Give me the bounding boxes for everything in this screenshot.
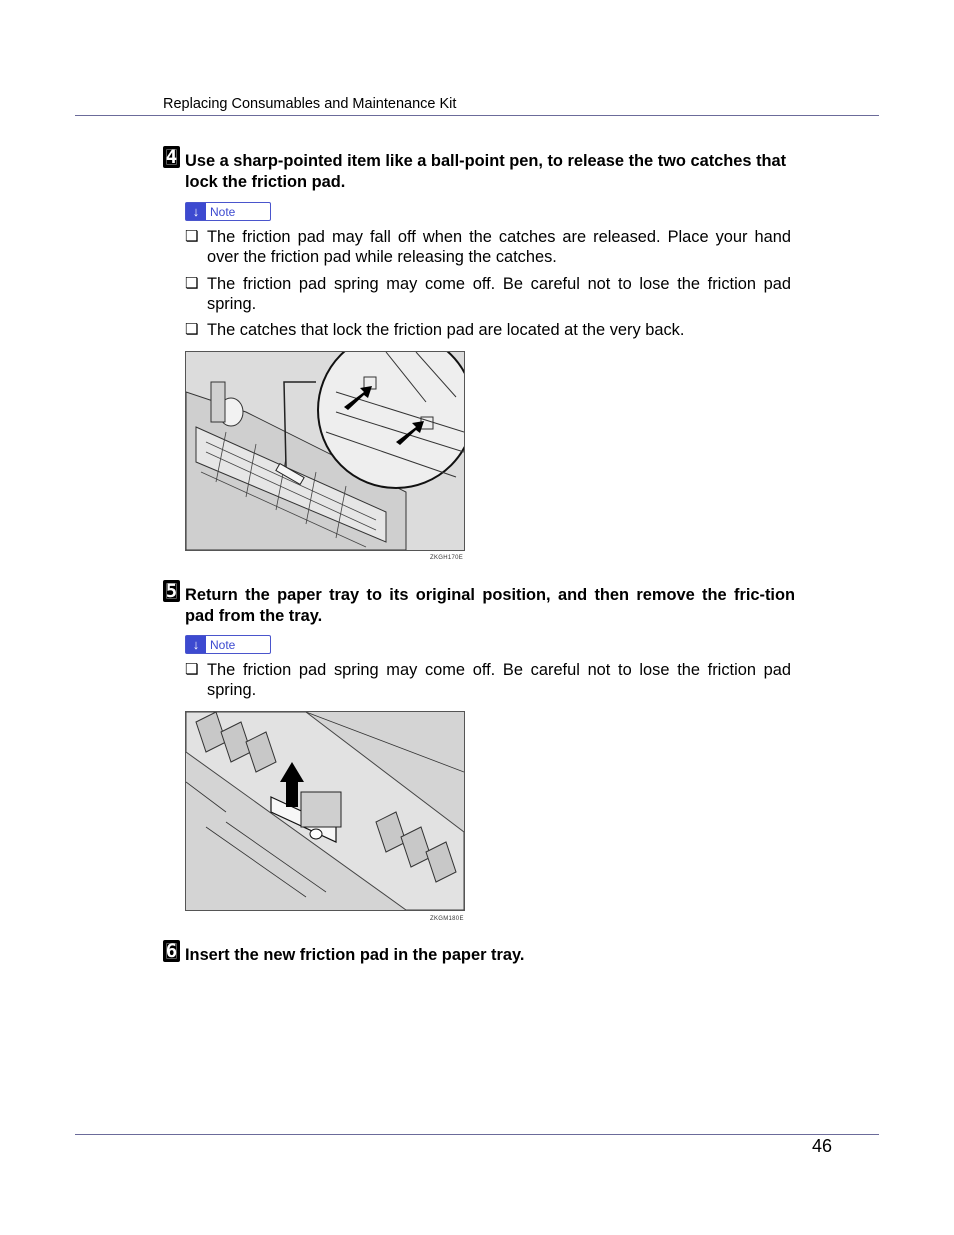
header-rule bbox=[75, 115, 879, 116]
running-header: Replacing Consumables and Maintenance Kit bbox=[163, 96, 457, 112]
figure-release-catches bbox=[185, 351, 465, 551]
note-label: Note bbox=[210, 637, 236, 652]
note-badge-step-5 bbox=[185, 635, 271, 654]
note-item: ❏ The friction pad may fall off when the catches are released. Place your hand over the friction pad while releasing the catches. bbox=[185, 228, 791, 266]
footer-rule bbox=[75, 1134, 879, 1135]
note-badge-step-4 bbox=[185, 202, 271, 221]
note-item: ❏ The catches that lock the friction pad are located at the very back. bbox=[185, 321, 685, 339]
checkbox-bullet-icon: ❏ bbox=[185, 661, 199, 678]
friction-pad-removal-illustration bbox=[186, 712, 464, 910]
checkbox-bullet-icon: ❏ bbox=[185, 228, 199, 245]
step-5-title: Return the paper tray to its original position, and then remove the fric-tion pad from the tray. bbox=[185, 586, 795, 625]
checkbox-bullet-icon: ❏ bbox=[185, 321, 199, 338]
figure-caption: ZKGH170E bbox=[430, 555, 464, 561]
down-arrow-icon: ↓ bbox=[186, 636, 206, 653]
note-item: ❏ The friction pad spring may come off. Be careful not to lose the friction pad spring. bbox=[185, 661, 791, 699]
step-number-4: 4 bbox=[163, 146, 180, 168]
tray-catches-illustration bbox=[186, 352, 464, 550]
step-number-5: 5 bbox=[163, 580, 180, 602]
figure-remove-friction-pad bbox=[185, 711, 465, 911]
checkbox-bullet-icon: ❏ bbox=[185, 275, 199, 292]
figure-caption: ZKGM180E bbox=[430, 916, 464, 922]
step-4-title: Use a sharp-pointed item like a ball-point pen, to release the two catches that lock the friction pad. bbox=[185, 152, 787, 191]
page-number: 46 bbox=[812, 1136, 833, 1156]
note-label: Note bbox=[210, 204, 236, 219]
step-number-6: 6 bbox=[163, 940, 180, 962]
down-arrow-icon: ↓ bbox=[186, 203, 206, 220]
step-6-title: Insert the new friction pad in the paper tray. bbox=[185, 946, 525, 964]
note-item: ❏ The friction pad spring may come off. Be careful not to lose the friction pad spring. bbox=[185, 275, 791, 313]
